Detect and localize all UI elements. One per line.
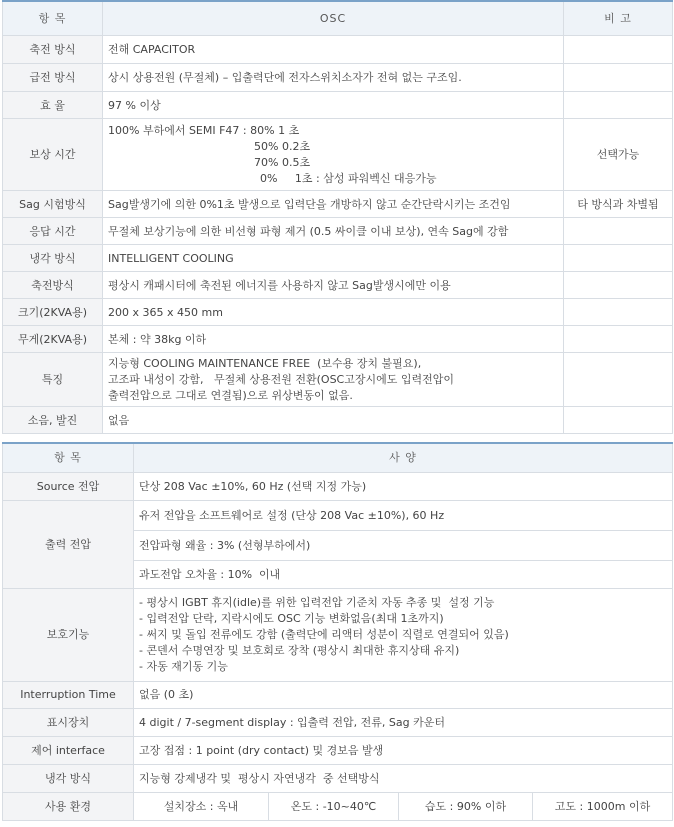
output-voltage-line: 전압파형 왜율 : 3% (선형부하에서) (134, 530, 673, 560)
header-spec: 사 양 (134, 443, 673, 472)
row-value: 전해 CAPACITOR (103, 36, 564, 64)
table-row (3, 708, 673, 736)
environment-label: 사용 환경 (3, 792, 134, 820)
row-label: 냉각 방식 (3, 245, 103, 272)
temperature: 온도 : -10~40℃ (269, 792, 399, 820)
table-row (3, 326, 673, 353)
source-voltage-value: 단상 208 Vac ±10%, 60 Hz (선택 지정 가능) (134, 472, 673, 500)
display-value: 4 digit / 7-segment display : 입출력 전압, 전류, Sag 카운터 (134, 708, 673, 736)
row-label: 특징 (3, 353, 103, 407)
osc-spec-table (2, 0, 673, 434)
table-row (3, 764, 673, 792)
row-note (564, 353, 673, 407)
table-row (3, 92, 673, 119)
row-label: 크기(2KVA용) (3, 299, 103, 326)
row-value: 97 % 이상 (103, 92, 564, 119)
row-note: 선택가능 (564, 119, 673, 191)
row-note (564, 272, 673, 299)
install-location: 설치장소 : 옥내 (134, 792, 269, 820)
humidity: 습도 : 90% 이하 (399, 792, 533, 820)
spec-detail-table (2, 442, 673, 821)
row-label: Sag 시험방식 (3, 191, 103, 218)
output-voltage-line: 유저 전압을 소프트웨어로 설정 (단상 208 Vac ±10%), 60 Hz (134, 500, 673, 530)
table-row (3, 736, 673, 764)
row-value (103, 119, 564, 191)
display-label: 표시장치 (3, 708, 134, 736)
row-label: 보상 시간 (3, 119, 103, 191)
output-voltage-line: 과도전압 오차율 : 10% 이내 (134, 560, 673, 588)
row-value: INTELLIGENT COOLING (103, 245, 564, 272)
protection-line: - 콘덴서 수명연장 및 보호회로 장착 (평상시 최대한 휴지상태 유지) (139, 643, 460, 657)
value-line: 100% 부하에서 SEMI F47 : 80% 1 초 (108, 123, 300, 137)
interruption-value: 없음 (0 초) (134, 681, 673, 708)
protection-line: - 자동 재기동 기능 (139, 659, 228, 673)
cooling-value: 지능형 강제냉각 및 평상시 자연냉각 중 선택방식 (134, 764, 673, 792)
row-label: 응답 시간 (3, 218, 103, 245)
value-line: 지능형 COOLING MAINTENANCE FREE (보수용 장치 불필요), (108, 356, 422, 370)
table-row (3, 119, 673, 191)
header-note: 비 고 (564, 1, 673, 36)
table-row (3, 245, 673, 272)
table-row (3, 792, 673, 820)
row-value: 없음 (103, 407, 564, 434)
value-line: 70% 0.5초 (254, 155, 311, 169)
interruption-label: Interruption Time (3, 681, 134, 708)
table-row (3, 64, 673, 92)
table-row (3, 272, 673, 299)
value-line: 50% 0.2초 (254, 139, 311, 153)
control-interface-label: 제어 interface (3, 736, 134, 764)
value-line: 출력전압으로 그대로 연결됨)으로 위상변동이 없음. (108, 388, 353, 402)
altitude: 고도 : 1000m 이하 (533, 792, 673, 820)
protection-label: 보호기능 (3, 588, 134, 681)
cooling-label: 냉각 방식 (3, 764, 134, 792)
row-note (564, 245, 673, 272)
header-osc: OSC (103, 1, 564, 36)
row-note (564, 92, 673, 119)
source-voltage-label: Source 전압 (3, 472, 134, 500)
row-value: 200 x 365 x 450 mm (103, 299, 564, 326)
table-row (3, 353, 673, 407)
row-value: 평상시 캐패시터에 축전된 에너지를 사용하지 않고 Sag발생시에만 이용 (103, 272, 564, 299)
row-value: 무절체 보상기능에 의한 비선형 파형 제거 (0.5 싸이클 이내 보상), 연속 Sag에 강함 (103, 218, 564, 245)
row-note (564, 218, 673, 245)
table-row (3, 681, 673, 708)
row-note (564, 407, 673, 434)
row-value (103, 353, 564, 407)
row-note (564, 326, 673, 353)
row-value: 본체 : 약 38kg 이하 (103, 326, 564, 353)
table-row (3, 500, 673, 530)
value-line: 0% 1초 : 삼성 파워벡신 대응가능 (260, 171, 437, 185)
row-note (564, 36, 673, 64)
row-note: 타 방식과 차별됨 (564, 191, 673, 218)
control-interface-value: 고장 접점 : 1 point (dry contact) 및 경보음 발생 (134, 736, 673, 764)
table-row (3, 299, 673, 326)
header-item: 항 목 (3, 443, 134, 472)
row-label: 효 율 (3, 92, 103, 119)
row-label: 축전 방식 (3, 36, 103, 64)
table-row (3, 472, 673, 500)
row-label: 소음, 발진 (3, 407, 103, 434)
protection-value (134, 588, 673, 681)
row-label: 무게(2KVA용) (3, 326, 103, 353)
table-row (3, 191, 673, 218)
protection-line: - 써지 및 돌입 전류에도 강함 (출력단에 리액터 성분이 직렬로 연결되어 있음) (139, 627, 509, 641)
row-label: 급전 방식 (3, 64, 103, 92)
output-voltage-label: 출력 전압 (3, 500, 134, 588)
row-note (564, 64, 673, 92)
row-value: 상시 상용전원 (무절체) – 입출력단에 전자스위치소자가 전혀 없는 구조임. (103, 64, 564, 92)
protection-line: - 평상시 IGBT 휴지(idle)를 위한 입력전압 기준치 자동 추종 및 설정 기능 (139, 595, 495, 609)
table-row (3, 588, 673, 681)
header-item: 항 목 (3, 1, 103, 36)
row-label: 축전방식 (3, 272, 103, 299)
table-row (3, 407, 673, 434)
row-note (564, 299, 673, 326)
table-row (3, 36, 673, 64)
protection-line: - 입력전압 단락, 지락시에도 OSC 기능 변화없음(최대 1초까지) (139, 611, 444, 625)
table-gap (0, 434, 674, 442)
table-row (3, 218, 673, 245)
row-value: Sag발생기에 의한 0%1초 발생으로 입력단을 개방하지 않고 순간단락시키는 조건임 (103, 191, 564, 218)
value-line: 고조파 내성이 강함, 무절체 상용전원 전환(OSC고장시에도 입력전압이 (108, 372, 454, 386)
